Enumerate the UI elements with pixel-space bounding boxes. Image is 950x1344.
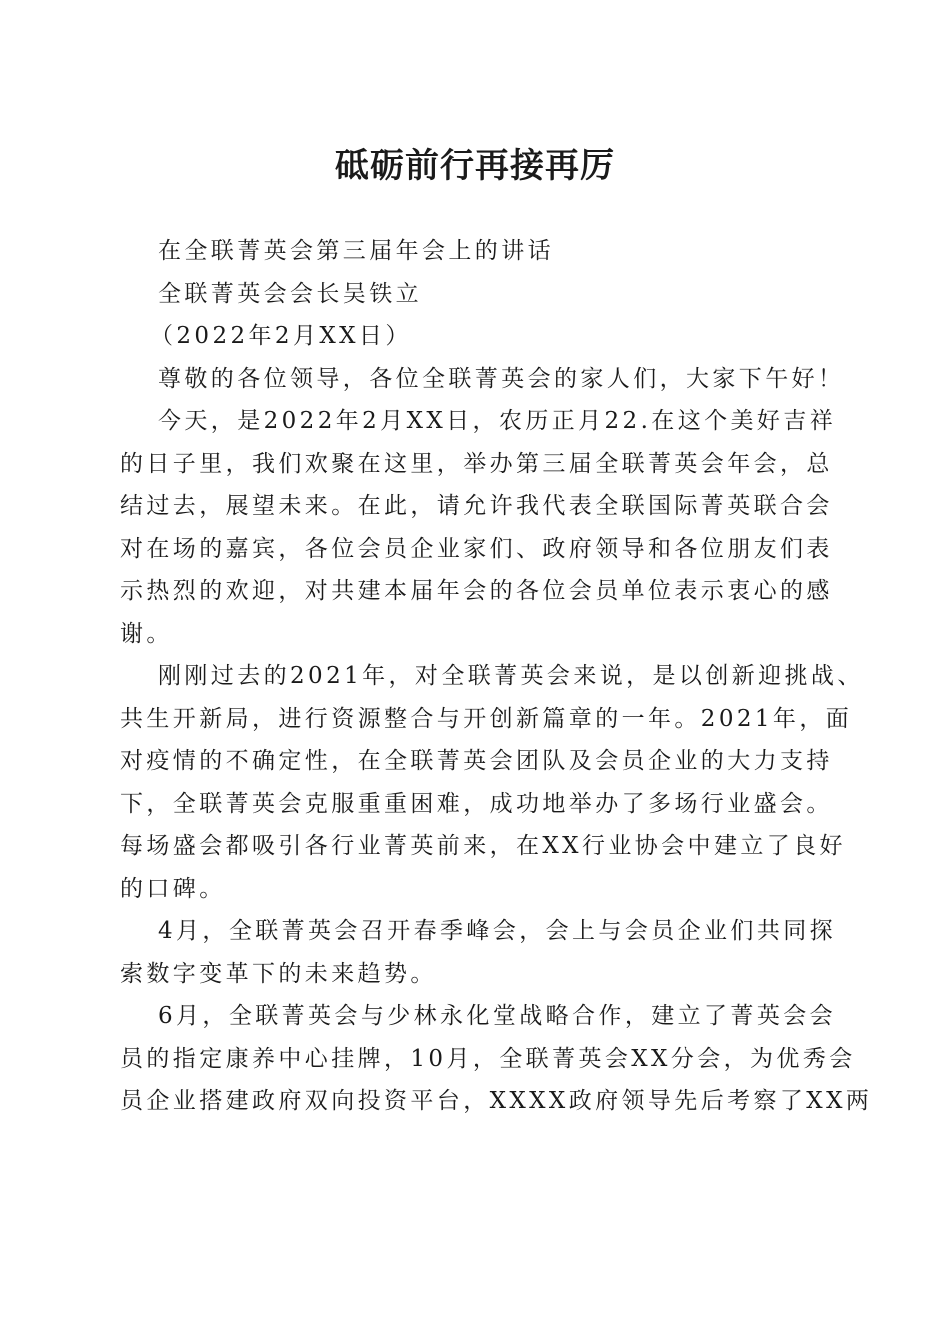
- paragraph-line: 今天，是2022年2月XX日，农历正月22.在这个美好吉祥: [158, 408, 837, 434]
- paragraph-april: [120, 910, 837, 995]
- paragraph-line: 每场盛会都吸引各行业菁英前来，在XX行业协会中建立了良好: [120, 833, 846, 859]
- paragraph-line: 4月，全联菁英会召开春季峰会，会上与会员企业们共同探: [158, 918, 837, 944]
- paragraph-line: 尊敬的各位领导，各位全联菁英会的家人们，大家下午好！: [158, 365, 845, 392]
- document-title: 砥砺前行再接再厉: [335, 146, 615, 186]
- paragraph-june: [120, 995, 873, 1123]
- paragraph-line: 结过去，展望未来。在此，请允许我代表全联国际菁英联合会: [120, 493, 833, 519]
- paragraph-line: 索数字变革下的未来趋势。: [120, 960, 437, 987]
- speech-date: （2022年2月XX日）: [150, 323, 412, 349]
- paragraph-review-2021: [120, 655, 864, 910]
- paragraph-line: 员的指定康养中心挂牌，10月，全联菁英会XX分会，为优秀会: [120, 1045, 856, 1072]
- paragraph-line: 员企业搭建政府双向投资平台，XXXX政府领导先后考察了XX两: [120, 1088, 873, 1114]
- paragraph-line: 的日子里，我们欢聚在这里，举办第三届全联菁英会年会，总: [120, 450, 833, 477]
- paragraph-line: 的口碑。: [120, 875, 226, 902]
- paragraph-line: 对在场的嘉宾，各位会员企业家们、政府领导和各位朋友们表: [120, 535, 833, 562]
- paragraph-line: 6月，全联菁英会与少林永化堂战略合作，建立了菁英会会: [158, 1003, 837, 1029]
- paragraph-line: 共生开新局，进行资源整合与开创新篇章的一年。2021年，面: [120, 705, 853, 732]
- document-body: [120, 230, 873, 1123]
- speaker-name: 全联菁英会会长吴铁立: [158, 280, 422, 307]
- paragraph-opening: [120, 400, 837, 655]
- paragraph-line: 下，全联菁英会克服重重困难，成功地举办了多场行业盛会。: [120, 790, 833, 817]
- paragraph-line: 对疫情的不确定性，在全联菁英会团队及会员企业的大力支持: [120, 748, 833, 774]
- paragraph-line: 谢。: [120, 620, 173, 647]
- paragraph-greeting: [120, 358, 845, 401]
- paragraph-line: 示热烈的欢迎，对共建本届年会的各位会员单位表示衷心的感: [120, 578, 833, 604]
- paragraph-line: 刚刚过去的2021年，对全联菁英会来说，是以创新迎挑战、: [158, 663, 864, 689]
- speech-subtitle: 在全联菁英会第三届年会上的讲话: [158, 238, 554, 264]
